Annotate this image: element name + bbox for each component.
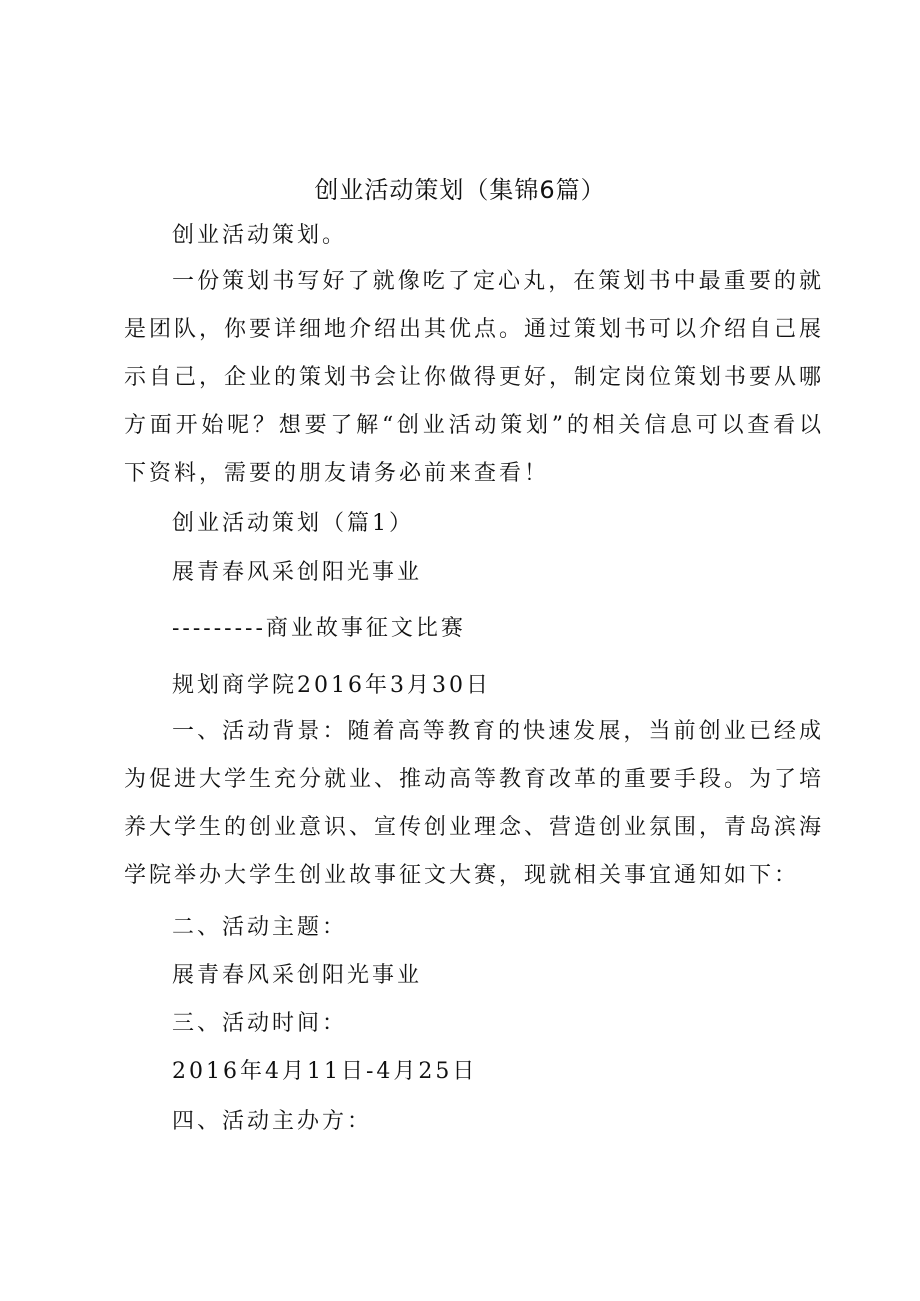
document-title: 创业活动策划（集锦6篇） [314, 176, 606, 204]
theme-heading: 二、活动主题： [172, 915, 348, 940]
org-date-line: 规划商学院2016年3月30日 [172, 673, 491, 698]
background-paragraph-block [124, 708, 824, 900]
intro-paragraph-block [124, 258, 824, 498]
organizer-heading: 四、活动主办方： [172, 1109, 373, 1134]
intro-heading: 创业活动策划。 [172, 223, 348, 248]
theme-value: 展青春风采创阳光事业 [172, 963, 423, 988]
subtitle-line: ---------商业故事征文比赛 [172, 616, 466, 641]
time-value: 2016年4月11日-4月25日 [172, 1059, 478, 1084]
intro-paragraph: 一份策划书写好了就像吃了定心丸，在策划书中最重要的就是团队，你要详细地介绍出其优点。通过策划书可以介绍自己展示自己，企业的策划书会让你做得更好，制定岗位策划书要从哪方面开始呢？想要了解“创业活动策划”的相关信息可以查看以下资料，需要的朋友请务必前来查看！ [124, 269, 825, 486]
time-heading: 三、活动时间： [172, 1011, 348, 1036]
section1-heading: 创业活动策划（篇1） [172, 511, 414, 536]
background-paragraph: 一、活动背景：随着高等教育的快速发展，当前创业已经成为促进大学生充分就业、推动高等教育改革的重要手段。为了培养大学生的创业意识、宣传创业理念、营造创业氛围，青岛滨海学院举办大学生创业故事征文大赛，现就相关事宜通知如下： [124, 719, 825, 888]
slogan-line: 展青春风采创阳光事业 [172, 560, 423, 585]
